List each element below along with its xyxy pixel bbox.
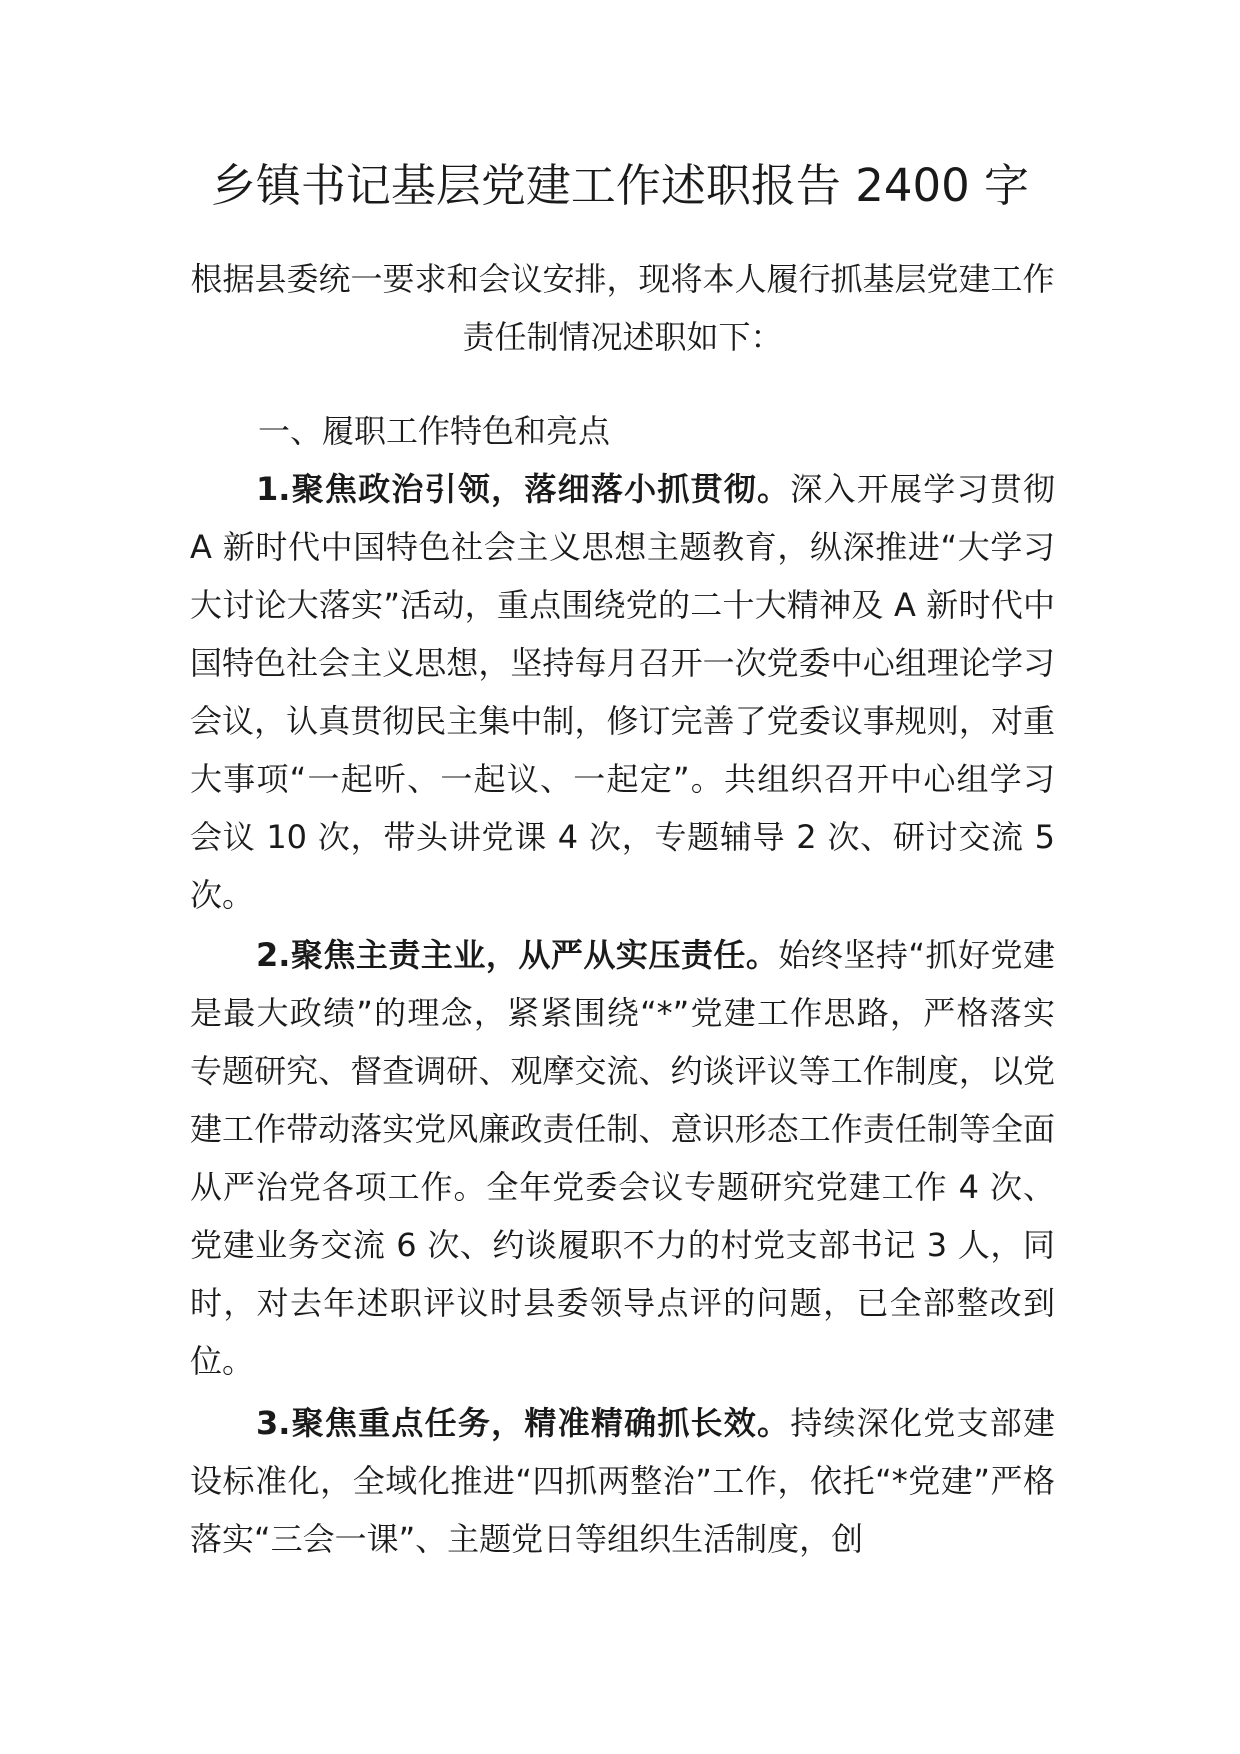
paragraph-3 <box>190 1394 1055 1568</box>
paragraph-2 <box>190 926 1055 1390</box>
paragraph-3-lead: 3.聚焦重点任务，精准精确抓长效。 <box>256 1404 791 1442</box>
paragraph-1-body: 深入开展学习贯彻 A 新时代中国特色社会主义思想主题教育，纵深推进“大学习大讨论大落实”活动，重点围绕党的二十大精神及 A 新时代中国特色社会主义思想，坚持每月召开一次党委中心组理论学习会议，认真贯彻民主集中制，修订完善了党委议事规则，对重大事项“一起听、一起议、一起定”。共组织召开中心组学习会议 10 次，带头讲党课 4 次，专题辅导 2 次、研讨交流 5 次。 <box>190 470 1055 914</box>
paragraph-3-body: 持续深化党支部建设标准化，全域化推进“四抓两整治”工作，依托“*党建”严格落实“三会一课”、主题党日等组织生活制度，创 <box>190 1404 1055 1558</box>
paragraph-1 <box>190 460 1055 924</box>
paragraph-2-lead: 2.聚焦主责主业，从严从实压责任。 <box>256 936 779 974</box>
intro-paragraph: 根据县委统一要求和会议安排，现将本人履行抓基层党建工作责任制情况述职如下： <box>190 260 1055 356</box>
section-heading: 一、履职工作特色和亮点 <box>258 412 611 450</box>
paragraph-2-body: 始终坚持“抓好党建是最大政绩”的理念，紧紧围绕“*”党建工作思路，严格落实专题研究、督查调研、观摩交流、约谈评议等工作制度，以党建工作带动落实党风廉政责任制、意识形态工作责任制等全面从严治党各项工作。全年党委会议专题研究党建工作 4 次、党建业务交流 6 次、约谈履职不力的村党支部书记 3 人，同时，对去年述职评议时县委领导点评的问题，已全部整改到位。 <box>190 936 1055 1380</box>
paragraph-1-lead: 1.聚焦政治引领，落细落小抓贯彻。 <box>256 470 791 508</box>
document-title: 乡镇书记基层党建工作述职报告 2400 字 <box>210 159 1030 212</box>
